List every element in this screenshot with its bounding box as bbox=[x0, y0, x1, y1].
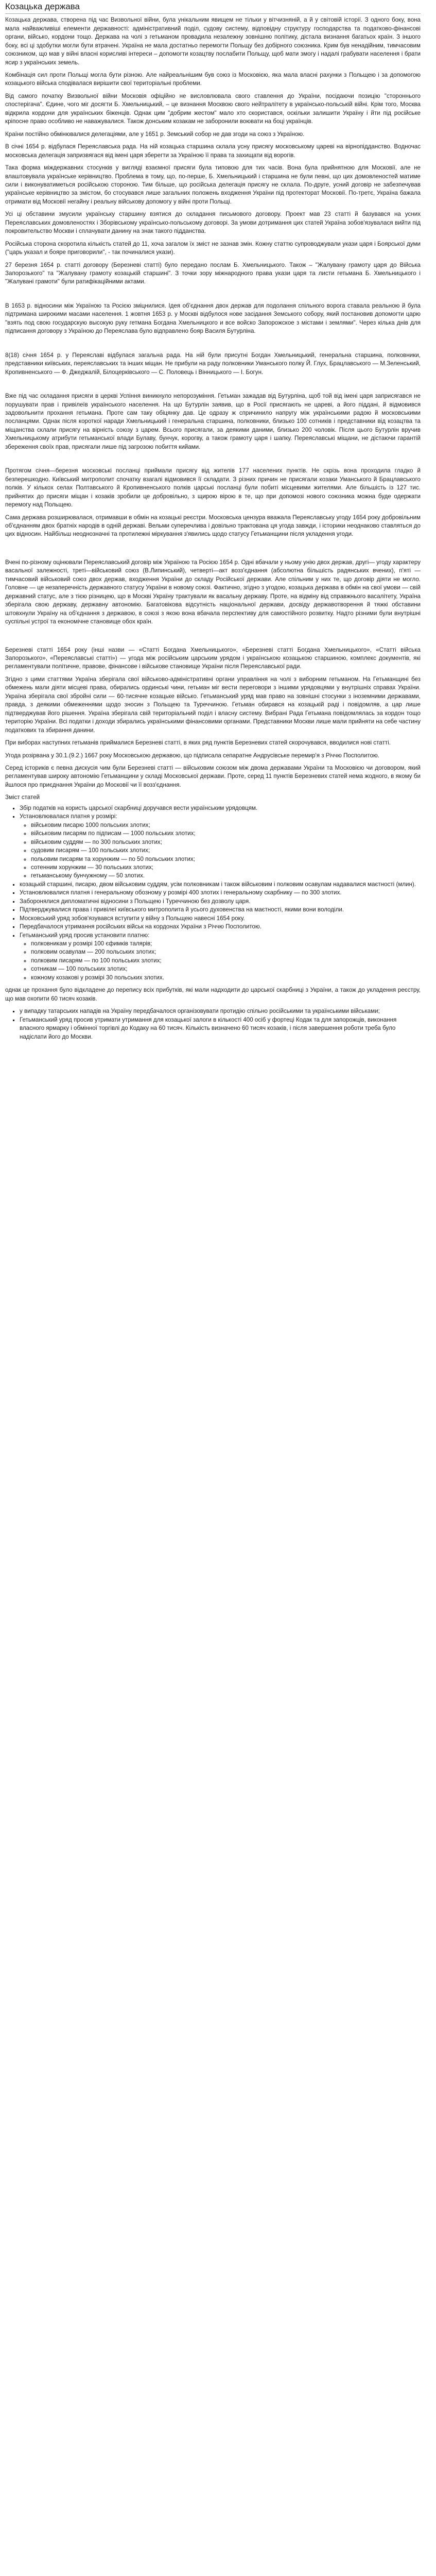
sub-list-item: ◦ кожному козакові у розмірі 30 польських злотих. bbox=[31, 974, 421, 982]
paragraph: Сама держава розширювалася, отримавши в обмін на козацькі реєстри. Московська цензура вважала Переяславську угоду 1654 року добровільним об'єднанням двох братніх народів в одній державі. Вельми суперечлива і довільно трактована ця угода завжди, і історики неоднаково ставляться до цих відносин. Найбільш неоднозначні та протилежні міркування з'явились щодо статусу Гетьманщини після укладення угоди. bbox=[5, 514, 421, 538]
paragraph: При виборах наступних гетьманів приймалися Березневі статті, в яких ряд пунктів Березневих статей скорочувався, вводилися нові статті. bbox=[5, 739, 391, 747]
paragraph: Угода розірвана у 30.1.(9.2.) 1667 року Московською державою, що підписала сепаратне Андрусівське перемир'я з Річчю Посполитою. bbox=[5, 752, 379, 759]
paragraph: Країни постійно обмінювалися делегаціями, але у 1651 р. Земський собор не дав згоди на союз з Україною. bbox=[5, 130, 305, 138]
paragraph: Від самого початку Визвольної війни Московія офіційно не висловлювала свого ставлення до України, посідаючи позицію "стороннього спостерігача". Єдине, чого міг досягти Б. Хмельницький, – це визнання Москвою свого нейтралітету в українсько-польській війні. Крім того, Москва відкрила кордони для українських біженців. Однак цим "добрим жестом" мало хто скористався, оскільки залишити Україну і йти під російське кріпосне право особливо не наважувалися. Також донським козакам не заборонили воювати на боці українців. bbox=[5, 92, 421, 125]
list-item bbox=[20, 906, 421, 914]
list-item bbox=[20, 812, 421, 880]
sub-list-item: ◦ військовим писарям по підписам — 1000 польських злотих; bbox=[31, 829, 421, 838]
list-item-text: Установлювалися платня і генеральному обозному у розмірі 400 злотих і генеральному скарбнику — по 300 злотих. bbox=[20, 889, 342, 896]
sub-list-item: ◦ сотенним хорунжим — 30 польських злотих; bbox=[31, 863, 421, 872]
list-item bbox=[20, 897, 421, 906]
list-item: ▪ у випадку татарських нападів на Україну передбачалося організовувати протидію спільно російськими та українськими військами; bbox=[20, 1007, 421, 1015]
section-1653 bbox=[5, 302, 421, 336]
articles-list-title: Зміст статей bbox=[5, 794, 40, 801]
list-item-text: Установлювалася платня у розмірі: bbox=[20, 813, 117, 820]
list-item-text: Заборонялися дипломатичні відносини з Польщею і Туреччиною без дозволу царя. bbox=[20, 897, 251, 905]
sub-list-item: ◦ польовим писарям та хорунжим — по 50 польських злотих; bbox=[31, 855, 421, 863]
paragraph: Така форма міждержавних стосунків у вигляді взаємної присяги була типовою для тих часів. Вона була прийнятною для Московії, але не влаштовувала українське керівництво. Проблема в тому, що, по-перше, Б. Хмельницький і старшина не були певні, що цих домовленостей матиме сили і виконуватиметься російською стороною. Тим більше, що російська делегація присягу не склала. По-друге, усний договір не забезпечував українське керівництво за змістом, бо стосувався лише загальних положень входження України під протекторат Московії. По-третє, Україна бажала отримати від Московії негайну і реальну військову допомогу у війні проти Польщі. bbox=[5, 164, 421, 205]
list-item-text: Московський уряд зобов'язувався вступити у війну з Польщею навесні 1654 року. bbox=[20, 914, 245, 922]
articles-list bbox=[5, 804, 421, 982]
paragraph: В 1653 р. відносини між Україною та Росією зміцнилися. Ідея об'єднання двох держав для подолання спільного ворога ставала реальною й була підтримана широкими масами населення. 1 жовтня 1653 р. у Москві відбулося нове засідання Земського собору, який постановив допомогти царю "взять под свою государскую высокую руку гетмана Богдана Хмельницкого и все войско Запорожское з містами і землями". Через кілька днів для підписання договору з Україною до Переяслава було відправлено бояр Василя Бутурліна. bbox=[5, 302, 421, 335]
sub-list bbox=[20, 821, 421, 880]
paragraph: Усі ці обставини змусили українську старшину взятися до складання письмового договору. Проект мав 23 статті й базувався на усних Переяславських домовленостях і Зборівському українсько-польському договорі. За умови дотримання цих статей Україна зобов'язувалася вийти під покровительство Москви і сплачувати данину на знак такого підданства. bbox=[5, 211, 421, 235]
paragraph: Серед істориків є певна дискусія чим були Березневі статті — військовим союзом між двома державами України та Московією чи договором, який регламентував широку автономію Гетьманщини у складі Московської держави. Проте, серед 11 пунктів Березневих статей нема жодного, в якому би йшлося про приєднання України до Московії чи її возз'єднання. bbox=[5, 764, 421, 788]
section-oath-collection bbox=[5, 467, 421, 509]
sub-list-item: ◦ сотникам — 100 польських злотих; bbox=[31, 965, 421, 973]
sub-list-item: ◦ військовим суддям — по 300 польських злотих; bbox=[31, 838, 421, 846]
list-item-text: Передбачалося утримання російських військ на кордонах України з Річчю Посполитою. bbox=[20, 923, 261, 930]
page-title: Козацька держава bbox=[5, 0, 421, 14]
list-item bbox=[20, 880, 421, 889]
paragraph: Козацька держава, створена під час Визвольної війни, була унікальним явищем не тільки у вітчизняній, а й у світовій історії. З одного боку, вона мала найважливіші елементи державності: адміністративний поділ, судову систему, відповідну структуру господарства та податково-фінансові органи, військо, кордони тощо. Держава на чолі з гетьманом провадила незалежну зовнішню політику, дістала визнання багатьох країн. З іншого боку, всі ці здобутки могли бути втрачені. Україна не мала достатньо перемогти Польщу без добірного союзника. Крим був ненадійним, тимчасовим союзником, що мав у війні власні корисливі інтереси – допомогти козацтву послабити Польщу, щоб мати змогу і надалі грабувати населення і брати ясир з українських земель. bbox=[5, 16, 421, 66]
paragraph: 27 березня 1654 р. статті договору (Березневі статті) було передано послам Б. Хмельницького. Також – "Жалувану грамоту царя до Війська Запорозького" та "Жалувану грамоту козацькій старшині". З точки зору міжнародного права укази царя та листи гетьмана Б. Хмельницького і "Жалувані грамоти" були ратифікаційними актами. bbox=[5, 261, 421, 285]
list-item bbox=[20, 931, 421, 982]
paragraph: Комбінація сил проти Польщі могла бути різною. Але найреальнішим був союз із Московією, яка мала власні рахунки з Польщею і за допомогою козацького війська сподівалася вирішити свої територіальні проблеми. bbox=[5, 71, 421, 87]
section-treaty-status bbox=[5, 514, 421, 539]
section-pereiaslav-rada bbox=[5, 351, 421, 377]
section-march-articles bbox=[5, 646, 421, 790]
list-item-text: Гетьманський уряд просив установити платню: bbox=[20, 931, 150, 939]
paragraph: Протягом січня—березня московські посланці приймали присягу від жителів 177 населених пунктів. Не скрізь вона проходила гладко й безперешкодно. Київський митрополит спочатку взагалі відмовився її складати. З різних причин не присягали козаки Уманського й Брацлавського полків. У кількох селах Полтавського й Кропивненського полків царські посланці були побиті місцевими жителями. Але більшість із 127 тис. прийнятих до присяги міщан і козаків зробили це добровільно, з щирою вірою в те, що при допомозі нового союзника можна буде одержати перемогу над Польщею. bbox=[5, 467, 421, 509]
intro-section bbox=[5, 16, 421, 286]
paragraph: Згідно з цими статтями Україна зберігала свої військово-адміністративні органи управління на чолі з виборним гетьманом. На Гетьманщині без обмежень мали діяти місцеві права, обирались ординські чини, гетьман міг вести переговори з іншими урядовцями у внутрішніх справах України. Україна зберігала свої збройні сили — 60-тисячне козацьке військо. Гетьманський уряд мав право на зовнішні стосунки з іноземними державами, правда, з деякими обмеженнями щодо зносин з Польщею та Туреччиною. Гетьман обирався на козацькій раді і повідомляв, а цар лише підтверджував його рішення. Україна зберігала свій територіальний поділ і власну систему. Вибрані Рада Гетьмана повідомлялась за кордон тощо територію України. Всі податки і доходи збирались українськими фінансовими органами. Представники Москви лише мали прийняти на себе частину податкових та збирання данини. bbox=[5, 675, 421, 734]
section-historians bbox=[5, 558, 421, 626]
paragraph: Російська сторона скоротила кількість статей до 11, хоча загалом їх зміст не зазнав змін. Кожну статтю супроводжували укази царя і Боярської думи ("царь указал и бояре приговорили", - так починалися укази). bbox=[5, 240, 421, 256]
list-item: ▪ Гетьманський уряд просив утримати утримання для козацької залоги в кількості 400 осіб у фортеці Кодак та для запорожців, виконання власного ярмарку і обмінної торгівлі до Кодаку на 60 тисяч. Кількість визначено 60 тисяч козаків, і після завершення роботи треба було надіслати його до Москви. bbox=[20, 1016, 421, 1041]
section-oath bbox=[5, 392, 421, 451]
list-item bbox=[20, 923, 421, 931]
paragraph: Березневі статті 1654 року (інші назви — «Статті Богдана Хмельницького», «Березневі статті Богдана Хмельницького», «Статті війська Запорозького», «Переяславські статті») — угода між російським царським урядом і українською козацькою старшиною, комплекс документів, які регламентували політичне, правове, фінансове і військове становище України після Переяславської ради. bbox=[5, 646, 421, 670]
list-item-text: Збір податків на користь царської скарбниці доручався вести українським урядовцям. bbox=[20, 804, 258, 811]
closing-paragraph: однак це прохання було відкладене до перепису всіх прибутків, які мали надходити до царської скарбниці з України, а також до укладення реєстру, що мав охопити 60 тисяч козаків. bbox=[5, 987, 421, 1002]
sub-list-item: ◦ полковим писарям — по 100 польських злотих; bbox=[31, 957, 421, 965]
paragraph: 8(18) січня 1654 р. у Переяславі відбулася загальна рада. На ній були присутні Богдан Хмельницький, генеральна старшина, полковники, представники київських, переяславських та інших міщан. Не прибули на раду полковники Уманського полку Й. Глух, Брацлавського — М.Зеленський, Кропивненського — Ф. Джеджалій, Білоцерківського — С. Половець і Вінницького — І. Богун. bbox=[5, 351, 421, 376]
paragraph: Вчені по-різному оцінювали Переяславський договір між Україною та Росією 1654 р. Одні вбачали у ньому унію двох держав, другі— угоду характеру васальної залежності, треті—військовий союз (В.Липинський), четверті—акт возз'єднання (абсолютна більшість радянських вчених), п'яті — тимчасовий військовий союз двох держав, входження України до складу Російської держави. Але спільним у них те, що договір діяти не могло. Головне — це незаперечність державного статусу України в новому союзі. Фактично, згідно з угодою, козацька держава в обмін на свої умови — свій державний статус, але з тією різницею, що в Москві Україну трактували як васальну державу. Проте, на відміну від справжнього васалітету, Україна зберігала свою державу, державну автономію. Багатовікова відсутність національної держави, досвіду державотворення й тяжкі обставини штовхнули Україну на об'єднання з державою, в союзі з якою вона вбачала перспективу для самостійного розвитку. Надто різними були внутрішні суспільні устрої та економічне становище обох країн. bbox=[5, 558, 421, 625]
closing-list bbox=[5, 1007, 421, 1041]
list-item-text: Підтверджувалися права і привілеї київського митрополита й усього духовенства на маєтності, якими вони володіли. bbox=[20, 906, 344, 913]
list-item bbox=[20, 914, 421, 923]
paragraph: В січні 1654 р. відбулася Переяславська рада. На ній козацька старшина склала усну присягу московському цареві на вірнопідданство. Водночас московська делегація запризвягася від імені царя зберегти за Україною її права та захищати від ворогів. bbox=[5, 143, 421, 159]
sub-list-item: ◦ військовим писарю 1000 польських злотих; bbox=[31, 821, 421, 829]
list-item bbox=[20, 889, 421, 897]
sub-list-item: ◦ судовим писарям — 100 польських злотих; bbox=[31, 846, 421, 855]
sub-list bbox=[20, 940, 421, 982]
sub-list-item: ◦ полковим осавулам — 200 польських злотих; bbox=[31, 948, 421, 956]
list-item-text: козацькій старшині, писарю, двом військовим суддям, усім полковникам і також військовим і полковим осавулам надавалися маєтності (млин). bbox=[20, 880, 416, 888]
paragraph: Вже під час складання присяги в церкві Успіння виникнуло непорозуміння. Гетьман зажадав від Бутурліна, щоб той від імені царя заприсягався не порушувати прав і привілеїв українського населення. На що Бутурлін заявив, що в Росії присягають не цареві, а його піддані, й відмовився задовольнити прохання гетьмана. Проте сам таку обіцянку дав. Це одразу ж спричинило напругу між українськими радою й московськими посланцями. Однак після короткої наради Хмельницький і генеральна старшина, полковники, близько 100 сотників і представники від козацтва та міщанства склали присягу на вірність союзу з царем. Всього присягали, за деякими даними, близько 200 чоловік. Після цього Бутурлін вручив Хмельницькому атрибути гетьманської влади Булаву, бунчук, корогву, а також грамоту царя і шапку. Переяславські міщани, не дістаючи гарантій збереження своїх прав, присягали лише під загрозою побиття кийами. bbox=[5, 393, 421, 450]
list-item bbox=[20, 804, 421, 812]
document-page bbox=[0, 0, 426, 1041]
sub-list-item: ◦ гетьманському бунчужному — 50 злотих. bbox=[31, 872, 421, 880]
sub-list-item: ◦ полковникам у розмірі 100 єфимків талярів; bbox=[31, 940, 421, 948]
